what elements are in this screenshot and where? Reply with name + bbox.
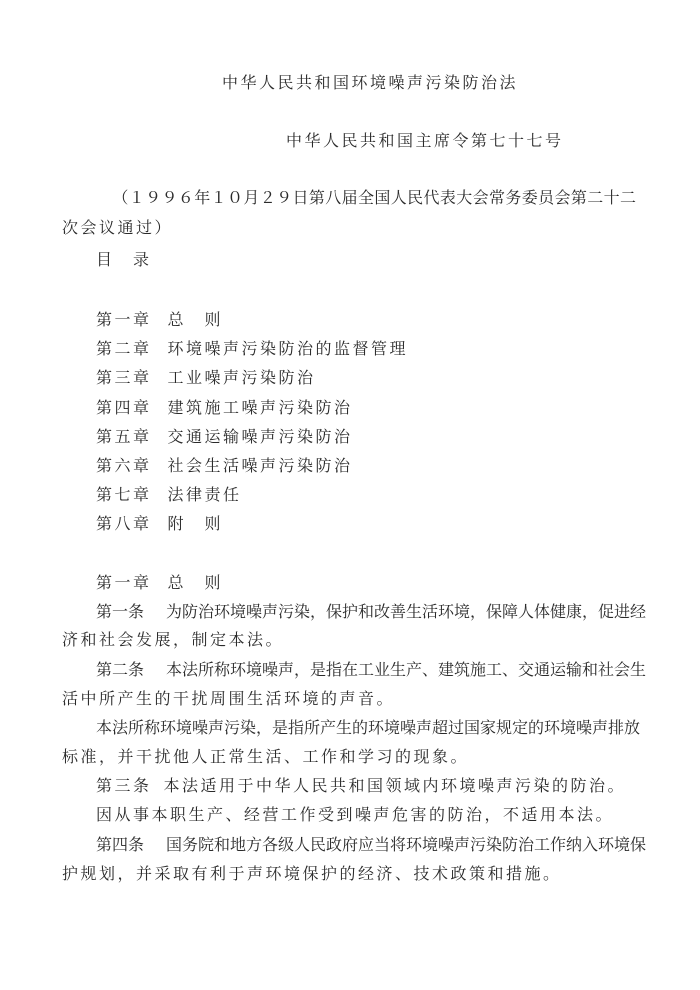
toc-item[interactable] xyxy=(96,427,353,447)
toc-chapter-number: 第一章 xyxy=(96,310,152,329)
toc-chapter-title: 附 则 xyxy=(167,514,224,533)
toc-chapter-number: 第二章 xyxy=(96,339,152,358)
article-text: 为防治环境噪声污染，保护和改善生活环境，保障人体健康，促进经 xyxy=(166,602,647,621)
toc-item[interactable] xyxy=(96,485,242,505)
article-text: 本法适用于中华人民共和国领域内环境噪声污染的防治。 xyxy=(163,776,627,795)
article-4-line-1 xyxy=(62,835,647,855)
toc-item[interactable] xyxy=(96,339,408,359)
article-2-line-2: 活中所产生的干扰周围生活环境的声音。 xyxy=(62,689,396,708)
article-label: 第四条 xyxy=(96,835,145,854)
toc-chapter-title: 建筑施工噪声污染防治 xyxy=(167,398,353,417)
toc-chapter-title: 总 则 xyxy=(167,310,224,329)
toc-chapter-title: 社会生活噪声污染防治 xyxy=(167,456,353,475)
toc-chapter-number: 第五章 xyxy=(96,427,152,446)
chapter-number: 第一章 xyxy=(96,573,152,592)
toc-chapter-number: 第三章 xyxy=(96,368,152,387)
article-4-line-2: 护规划，并采取有利于声环境保护的经济、技术政策和措施。 xyxy=(62,864,562,883)
article-label: 第一条 xyxy=(96,602,145,621)
toc-item[interactable] xyxy=(96,310,223,330)
article-3-line-1 xyxy=(96,776,626,796)
article-text: 国务院和地方各级人民政府应当将环境噪声污染防治工作纳入环境保 xyxy=(166,835,647,854)
article-1-line-1 xyxy=(62,602,647,622)
decree-number: 中华人民共和国主席令第七十七号 xyxy=(286,131,564,150)
toc-chapter-number: 第七章 xyxy=(96,485,152,504)
toc-chapter-number: 第六章 xyxy=(96,456,152,475)
toc-chapter-title: 环境噪声污染防治的监督管理 xyxy=(167,339,409,358)
toc-item[interactable] xyxy=(96,456,353,476)
toc-chapter-title: 交通运输噪声污染防治 xyxy=(167,427,353,446)
adoption-note-line-2: 次会议通过） xyxy=(62,218,174,237)
chapter-title: 总 则 xyxy=(167,573,224,592)
toc-item[interactable] xyxy=(96,368,316,388)
paragraph-text: 本法所称环境噪声污染，是指所产生的环境噪声超过国家规定的环境噪声排放 xyxy=(96,718,641,737)
toc-chapter-number: 第八章 xyxy=(96,514,152,533)
article-text: 本法所称环境噪声，是指在工业生产、建筑施工、交通运输和社会生 xyxy=(166,660,647,679)
chapter-1-heading xyxy=(96,573,223,593)
toc-chapter-number: 第四章 xyxy=(96,398,152,417)
article-label: 第三条 xyxy=(96,776,152,795)
toc-chapter-title: 工业噪声污染防治 xyxy=(167,368,316,387)
document-title: 中华人民共和国环境噪声污染防治法 xyxy=(222,73,519,92)
adoption-note-line-1 xyxy=(62,188,636,208)
toc-chapter-title: 法律责任 xyxy=(167,485,242,504)
toc-heading: 目 录 xyxy=(96,250,152,269)
article-2-para-2-line-1 xyxy=(62,718,641,738)
article-2-para-2-line-2: 标准，并干扰他人正常生活、工作和学习的现象。 xyxy=(62,747,470,766)
article-2-line-1 xyxy=(62,660,647,680)
article-label: 第二条 xyxy=(96,660,145,679)
article-3-para-2-line-1: 因从事本职生产、经营工作受到噪声危害的防治，不适用本法。 xyxy=(96,805,615,824)
toc-item[interactable] xyxy=(96,398,353,418)
article-1-line-2: 济和社会发展，制定本法。 xyxy=(62,630,285,649)
adoption-note-text: （１９９６年１０月２９日第八届全国人民代表大会常务委员会第二十二 xyxy=(112,188,636,207)
toc-item[interactable] xyxy=(96,514,223,534)
